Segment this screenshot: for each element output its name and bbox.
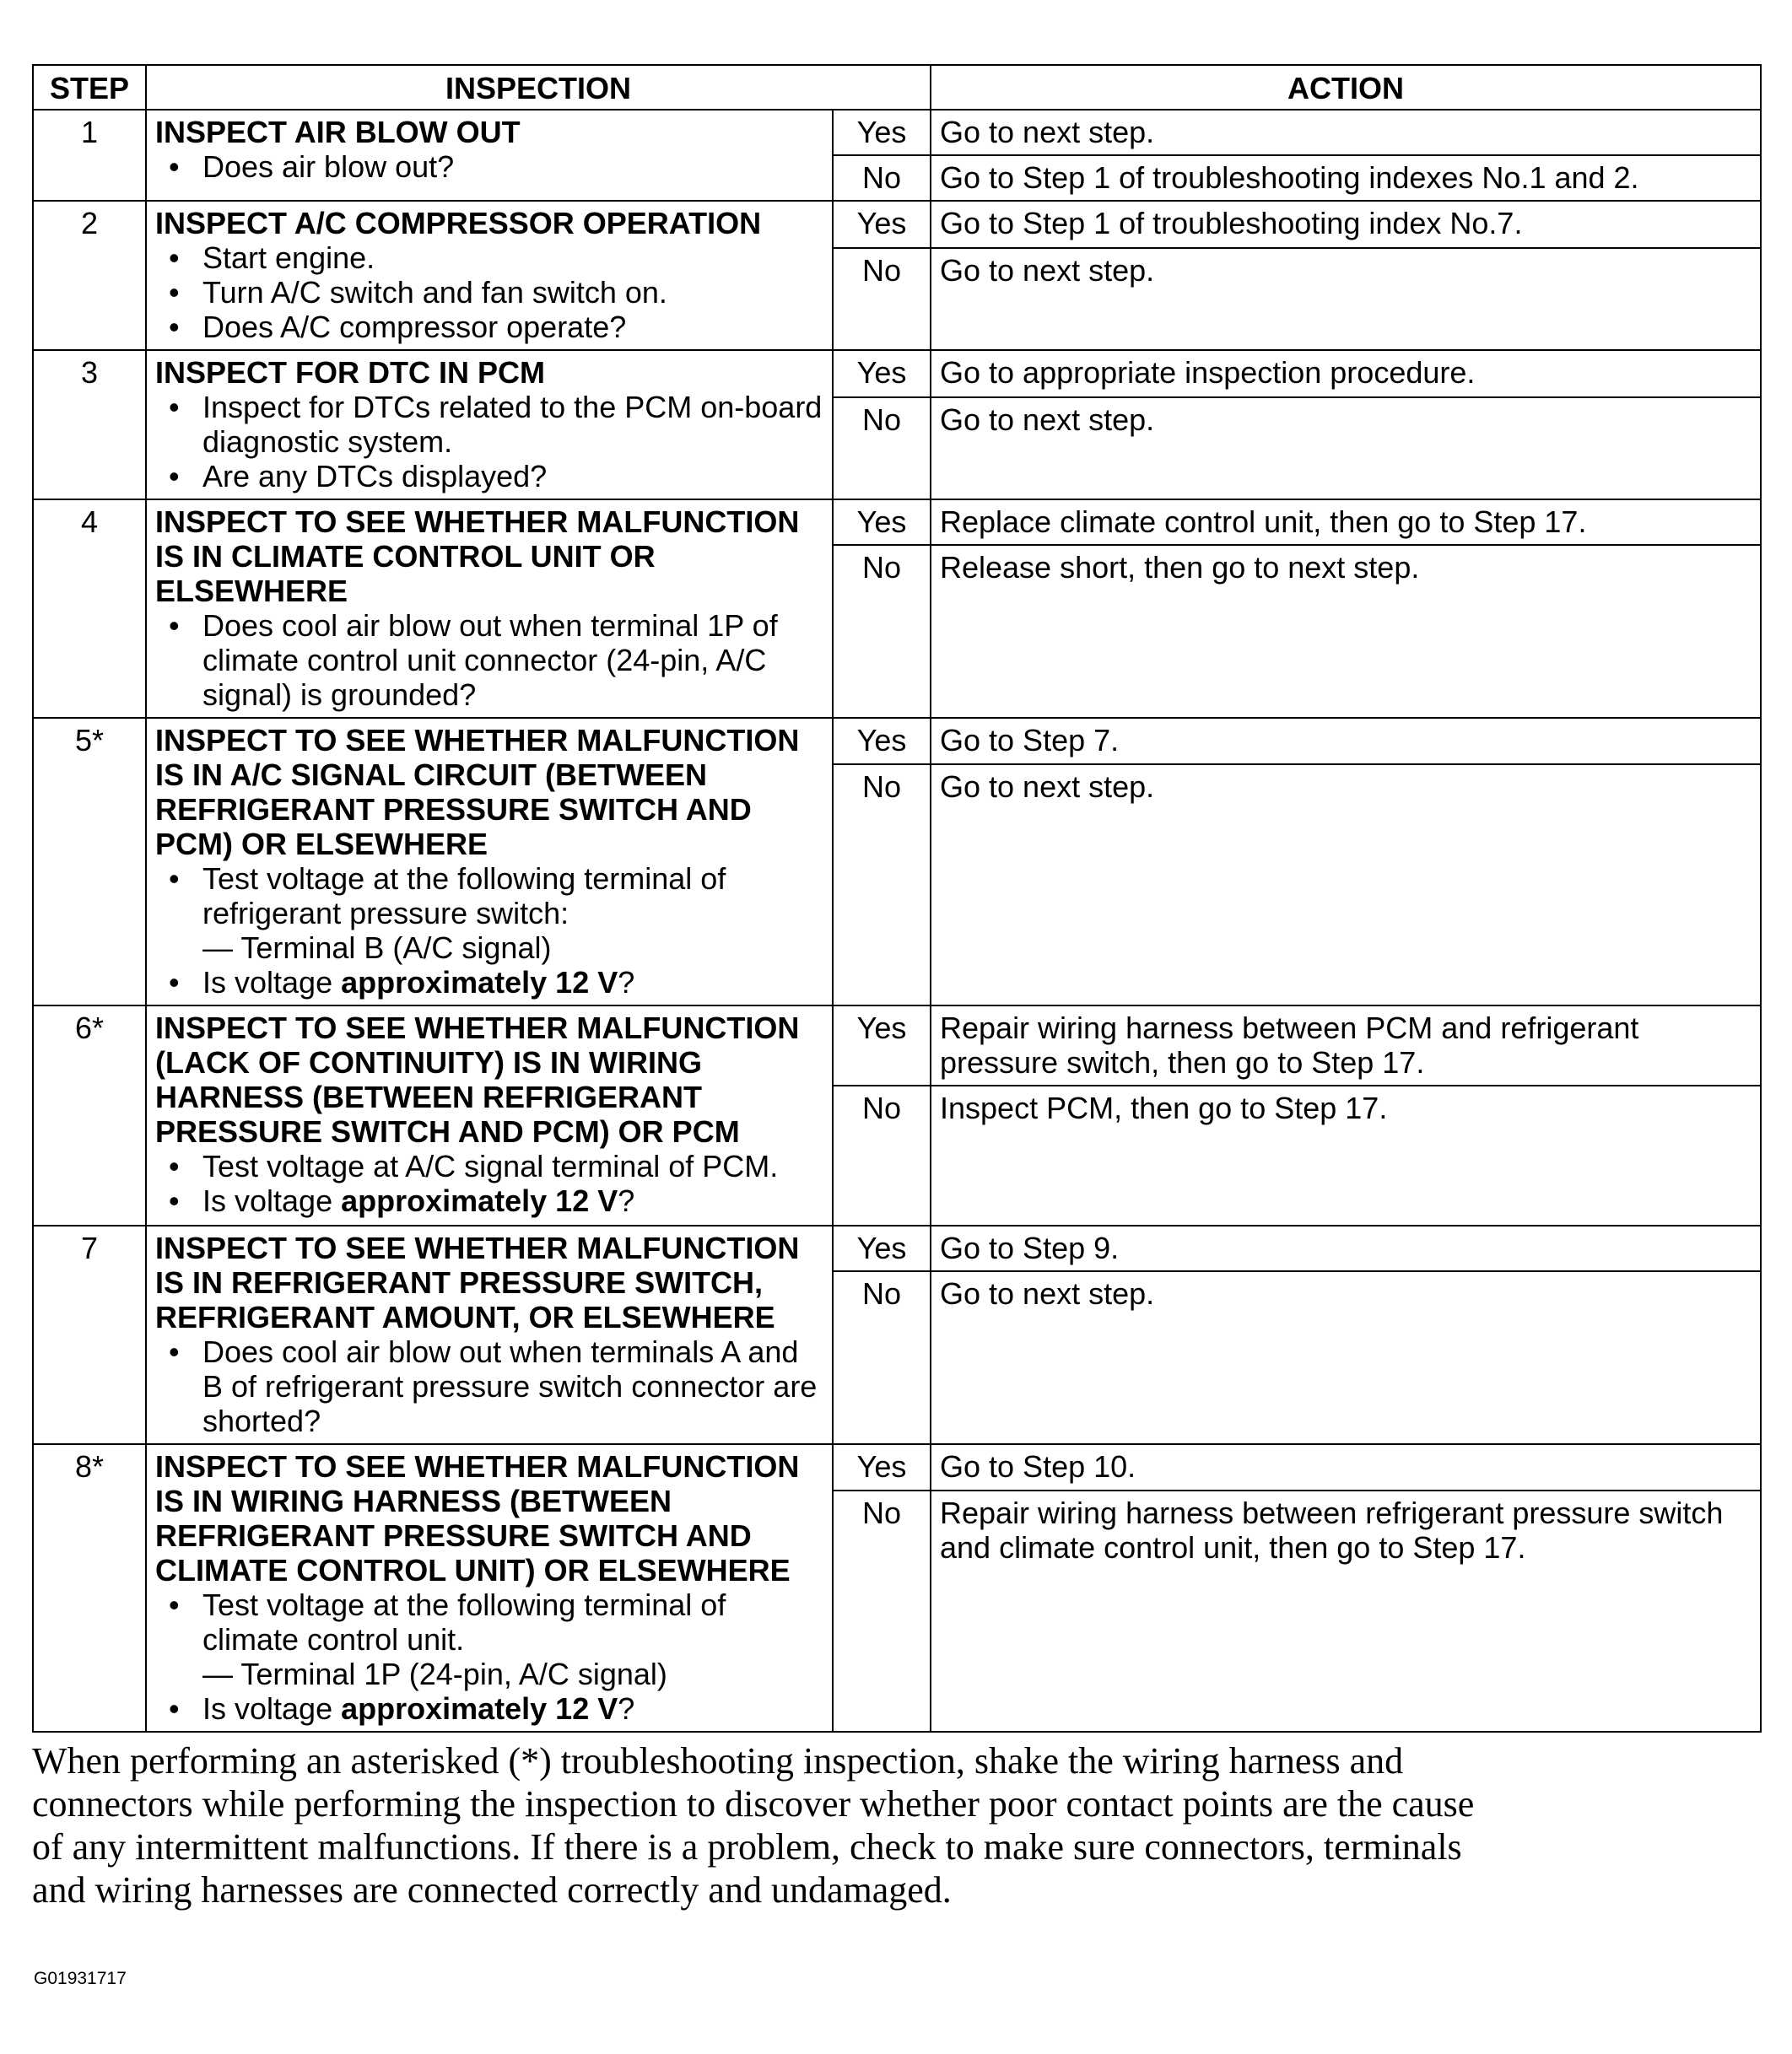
bullet-text-post: ? <box>618 965 635 1000</box>
yes-action: Go to appropriate inspection procedure. <box>931 350 1761 397</box>
bullet-item <box>155 1691 823 1726</box>
table-row <box>33 201 1761 248</box>
bullet-item: • Are any DTCs displayed? <box>155 459 823 493</box>
bullet-text-bold: approximately 12 V <box>341 965 618 1000</box>
yes-label: Yes <box>833 1226 931 1271</box>
bullet-item: • Start engine. <box>155 240 823 275</box>
inspection-title: INSPECT AIR BLOW OUT <box>155 115 521 149</box>
step-number: 4 <box>33 499 146 718</box>
table-row <box>33 1226 1761 1271</box>
inspection-title: INSPECT A/C COMPRESSOR OPERATION <box>155 206 762 240</box>
bullet-text-pre: Is voltage <box>202 965 342 1000</box>
no-action: Go to next step. <box>931 248 1761 350</box>
inspection-title: INSPECT TO SEE WHETHER MALFUNCTION IS IN WIRING HARNESS (BETWEEN REFRIGERANT PRESSURE SWITCH AND CLIMATE CONTROL UNIT) OR ELSEWHERE <box>155 1449 800 1588</box>
step-number: 5* <box>33 718 146 1005</box>
bullet-item <box>155 1588 823 1691</box>
bullet-item: • Does A/C compressor operate? <box>155 310 823 344</box>
no-label: No <box>833 545 931 718</box>
step-number: 7 <box>33 1226 146 1444</box>
yes-label: Yes <box>833 1005 931 1086</box>
no-action: Go to Step 1 of troubleshooting indexes No.1 and 2. <box>931 155 1761 201</box>
inspection-title: INSPECT TO SEE WHETHER MALFUNCTION IS IN A/C SIGNAL CIRCUIT (BETWEEN REFRIGERANT PRESSURE SWITCH AND PCM) OR ELSEWHERE <box>155 723 800 861</box>
inspection-cell <box>146 201 833 350</box>
inspection-cell <box>146 110 833 201</box>
no-label: No <box>833 1271 931 1444</box>
inspection-cell <box>146 1005 833 1226</box>
step-number: 1 <box>33 110 146 201</box>
no-label: No <box>833 1086 931 1226</box>
yes-action: Replace climate control unit, then go to Step 17. <box>931 499 1761 545</box>
table-row <box>33 499 1761 545</box>
header-inspection: INSPECTION <box>146 65 931 110</box>
figure-id: G01931717 <box>34 1969 127 1988</box>
yes-action: Go to next step. <box>931 110 1761 155</box>
inspection-cell <box>146 1444 833 1732</box>
bullet-item: • Turn A/C switch and fan switch on. <box>155 275 823 310</box>
inspection-title: INSPECT TO SEE WHETHER MALFUNCTION IS IN REFRIGERANT PRESSURE SWITCH, REFRIGERANT AMOUNT, OR ELSEWHERE <box>155 1231 800 1334</box>
inspection-title: INSPECT TO SEE WHETHER MALFUNCTION IS IN CLIMATE CONTROL UNIT OR ELSEWHERE <box>155 504 800 608</box>
bullet-item <box>155 965 823 1000</box>
no-label: No <box>833 397 931 499</box>
inspection-bullets <box>155 240 823 344</box>
inspection-cell <box>146 350 833 499</box>
table-row <box>33 110 1761 155</box>
bullet-text: Test voltage at the following terminal of climate control unit. <box>202 1588 726 1657</box>
inspection-title: INSPECT TO SEE WHETHER MALFUNCTION (LACK OF CONTINUITY) IS IN WIRING HARNESS (BETWEEN REFRIGERANT PRESSURE SWITCH AND PCM) OR PCM <box>155 1011 800 1149</box>
no-action: Repair wiring harness between refrigerant pressure switch and climate control unit, then go to Step 17. <box>931 1491 1761 1732</box>
inspection-bullets <box>155 861 823 1000</box>
yes-action: Go to Step 9. <box>931 1226 1761 1271</box>
terminal-line: — Terminal B (A/C signal) <box>202 930 552 965</box>
yes-action: Repair wiring harness between PCM and refrigerant pressure switch, then go to Step 17. <box>931 1005 1761 1086</box>
yes-label: Yes <box>833 350 931 397</box>
bullet-text-post: ? <box>618 1691 635 1726</box>
bullet-item <box>155 861 823 965</box>
bullet-text-post: ? <box>618 1183 635 1218</box>
inspection-bullets <box>155 1334 823 1438</box>
bullet-text-pre: Is voltage <box>202 1183 342 1218</box>
yes-label: Yes <box>833 499 931 545</box>
step-number: 3 <box>33 350 146 499</box>
yes-label: Yes <box>833 201 931 248</box>
step-number: 2 <box>33 201 146 350</box>
bullet-text-bold: approximately 12 V <box>341 1183 618 1218</box>
bullet-item: • Does cool air blow out when terminals A and B of refrigerant pressure switch connector are shorted? <box>155 1334 823 1438</box>
no-action: Go to next step. <box>931 764 1761 1005</box>
bullet-text-pre: Is voltage <box>202 1691 342 1726</box>
no-action: Go to next step. <box>931 397 1761 499</box>
yes-label: Yes <box>833 718 931 764</box>
bullet-item: • Does cool air blow out when terminal 1P of climate control unit connector (24-pin, A/C signal) is grounded? <box>155 608 823 712</box>
inspection-bullets <box>155 1149 823 1218</box>
yes-label: Yes <box>833 1444 931 1491</box>
inspection-cell <box>146 499 833 718</box>
terminal-line: — Terminal 1P (24-pin, A/C signal) <box>202 1657 667 1691</box>
no-label: No <box>833 155 931 201</box>
inspection-cell <box>146 718 833 1005</box>
table-header-row <box>33 65 1761 110</box>
step-number: 6* <box>33 1005 146 1226</box>
table-row <box>33 1005 1761 1086</box>
yes-action: Go to Step 1 of troubleshooting index No.7. <box>931 201 1761 248</box>
bullet-item: • Inspect for DTCs related to the PCM on-board diagnostic system. <box>155 390 823 459</box>
bullet-item: • Test voltage at A/C signal terminal of PCM. <box>155 1149 823 1183</box>
bullet-item <box>155 1183 823 1218</box>
header-step: STEP <box>33 65 146 110</box>
yes-action: Go to Step 7. <box>931 718 1761 764</box>
inspection-bullets <box>155 149 823 184</box>
inspection-title: INSPECT FOR DTC IN PCM <box>155 355 546 390</box>
inspection-bullets <box>155 390 823 493</box>
header-action: ACTION <box>931 65 1761 110</box>
asterisk-note: When performing an asterisked (*) troubleshooting inspection, shake the wiring harness and connectors while performing the inspection to discover whether poor contact points are the cause of any intermittent malfunctions. If there is a problem, check to make sure connectors, terminals and wiring harnesses are connected correctly and undamaged. <box>32 1740 1475 1911</box>
no-label: No <box>833 248 931 350</box>
yes-action: Go to Step 10. <box>931 1444 1761 1491</box>
table-row <box>33 350 1761 397</box>
yes-label: Yes <box>833 110 931 155</box>
troubleshooting-table <box>32 64 1762 1733</box>
bullet-text: Test voltage at the following terminal of refrigerant pressure switch: <box>202 861 726 930</box>
bullet-text-bold: approximately 12 V <box>341 1691 618 1726</box>
table-row <box>33 1444 1761 1491</box>
no-action: Inspect PCM, then go to Step 17. <box>931 1086 1761 1226</box>
no-label: No <box>833 764 931 1005</box>
no-label: No <box>833 1491 931 1732</box>
inspection-bullets <box>155 608 823 712</box>
bullet-item: • Does air blow out? <box>155 149 823 184</box>
no-action: Go to next step. <box>931 1271 1761 1444</box>
inspection-cell <box>146 1226 833 1444</box>
no-action: Release short, then go to next step. <box>931 545 1761 718</box>
step-number: 8* <box>33 1444 146 1732</box>
table-row <box>33 718 1761 764</box>
inspection-bullets <box>155 1588 823 1726</box>
